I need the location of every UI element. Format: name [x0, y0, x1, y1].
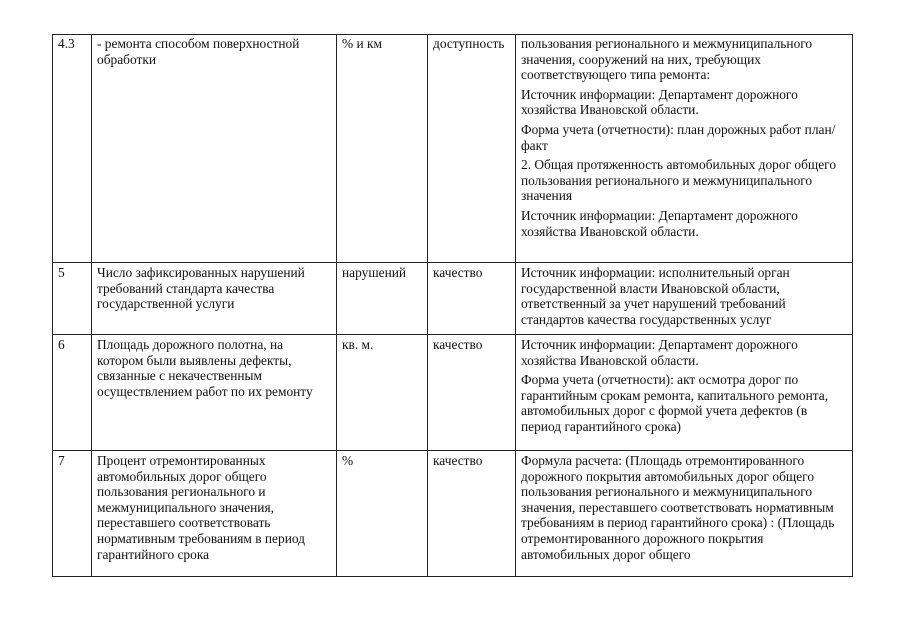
unit-of-measure: кв. м.: [337, 335, 428, 451]
indicator-description: [516, 451, 853, 577]
unit-of-measure: %: [337, 451, 428, 577]
indicator-type: доступность: [428, 35, 516, 263]
indicator-description: [516, 335, 853, 451]
indicators-table: [52, 34, 853, 577]
indicator-name: - ремонта способом поверхностной обработки: [92, 35, 337, 263]
row-number: 5: [53, 263, 92, 335]
row-number: 4.3: [53, 35, 92, 263]
indicator-type: качество: [428, 451, 516, 577]
description-paragraph: 2. Общая протяженность автомобильных дорог общего пользования регионального и межмуниципального значения: [521, 157, 837, 204]
description-paragraph: Формула расчета: (Площадь отремонтированного дорожного покрытия автомобильных дорог общего пользования регионального и межмуниципального значения, переставшего соответствовать нормативным требованиям в период гарантийного срока) : (Площадь отремонтированного дорожного покрытия автомобильных дорог общего: [521, 453, 835, 562]
indicator-description: [516, 263, 853, 335]
row-number: 6: [53, 335, 92, 451]
indicator-type: качество: [428, 335, 516, 451]
table-row: [53, 263, 853, 335]
table-row: [53, 335, 853, 451]
table-row: [53, 35, 853, 263]
indicator-type: качество: [428, 263, 516, 335]
indicator-name: Площадь дорожного полотна, на котором были выявлены дефекты, связанные с некачественным осуществлением работ по их ремонту: [92, 335, 337, 451]
indicator-name: Процент отремонтированных автомобильных дорог общего пользования регионального и межмуниципального значения, переставшего соответствовать нормативным требованиям в период гарантийного срока: [92, 451, 337, 577]
row-number: 7: [53, 451, 92, 577]
description-paragraph: Форма учета (отчетности): план дорожных работ план/факт: [521, 121, 836, 153]
indicator-name: Число зафиксированных нарушений требований стандарта качества государственной услуги: [92, 263, 337, 335]
indicator-description: [516, 35, 853, 263]
unit-of-measure: % и км: [337, 35, 428, 263]
description-paragraph: Источник информации: Департамент дорожного хозяйства Ивановской области.: [521, 207, 798, 239]
description-paragraph: пользования регионального и межмуниципального значения, сооружений на них, требующих соответствующего типа ремонта:: [521, 36, 813, 83]
description-paragraph: Источник информации: Департамент дорожного хозяйства Ивановской области.: [521, 337, 798, 368]
table-row: [53, 451, 853, 577]
unit-of-measure: нарушений: [337, 263, 428, 335]
description-paragraph: Форма учета (отчетности): акт осмотра дорог по гарантийным срокам ремонта, капитального ремонта, автомобильных дорог с формой учета дефектов (в период гарантийного срока): [521, 372, 829, 434]
description-paragraph: Источник информации: исполнительный орган государственной власти Ивановской области, ответственный за учет нарушений требований стандартов качества государственных услуг: [521, 265, 790, 327]
description-paragraph: Источник информации: Департамент дорожного хозяйства Ивановской области.: [521, 86, 798, 118]
